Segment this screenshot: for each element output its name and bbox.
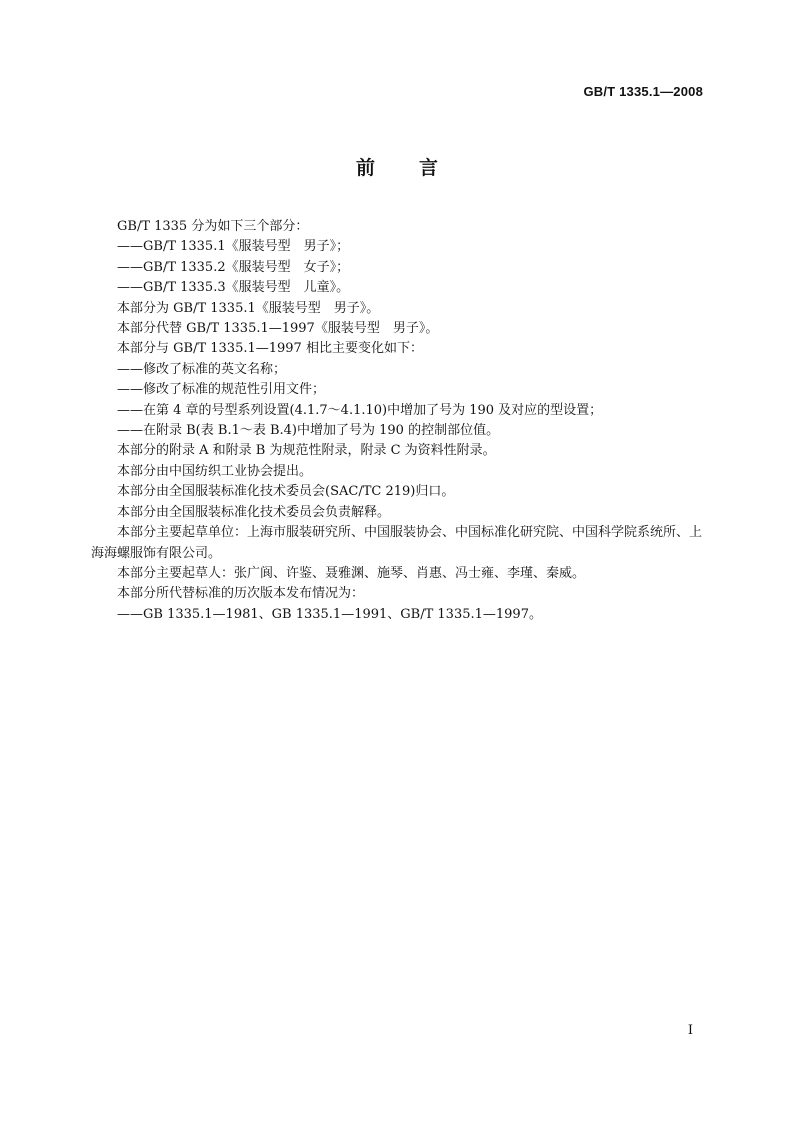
paragraph: ——GB/T 1335.3《服装号型 儿童》。 (117, 280, 350, 296)
paragraph: ——在附录 B(表 B.1～表 B.4)中增加了号为 190 的控制部位值。 (117, 423, 500, 439)
foreword-body (91, 217, 705, 625)
paragraph: ——在第 4 章的号型系列设置(4.1.7～4.1.10)中增加了号为 190 及对应的型设置； (117, 402, 603, 418)
paragraph: 本部分主要起草单位：上海市服装研究所、中国服装协会、中国标准化研究院、中国科学院系统所、上海海螺服饰有限公司。 (91, 525, 703, 561)
title-char-2: 言 (419, 157, 439, 179)
paragraph: 本部分与 GB/T 1335.1—1997 相比主要变化如下： (117, 341, 423, 357)
paragraph: GB/T 1335 分为如下三个部分： (117, 219, 309, 234)
paragraph: 本部分主要起草人：张广阆、许鉴、聂雅渊、施琴、肖惠、冯士雍、李瑾、秦威。 (117, 565, 586, 581)
page-number: I (687, 1023, 693, 1038)
paragraph: 本部分由全国服装标准化技术委员会(SAC/TC 219)归口。 (117, 484, 455, 500)
paragraph: 本部分所代替标准的历次版本发布情况为： (117, 586, 365, 602)
title-char-1: 前 (355, 157, 375, 179)
paragraph: ——GB/T 1335.2《服装号型 女子》； (117, 259, 350, 275)
paragraph: 本部分的附录 A 和附录 B 为规范性附录，附录 C 为资料性附录。 (117, 443, 496, 459)
paragraph: ——修改了标准的英文名称； (117, 361, 287, 377)
paragraph: 本部分代替 GB/T 1335.1—1997《服装号型 男子》。 (117, 321, 439, 337)
paragraph: 本部分由中国纺织工业协会提出。 (117, 463, 313, 479)
standard-code: GB/T 1335.1—2008 (583, 84, 703, 99)
paragraph: ——GB/T 1335.1《服装号型 男子》； (117, 239, 350, 255)
paragraph: 本部分由全国服装标准化技术委员会负责解释。 (117, 504, 391, 520)
paragraph: ——修改了标准的规范性引用文件； (117, 382, 326, 398)
paragraph: 本部分为 GB/T 1335.1《服装号型 男子》。 (117, 300, 380, 316)
paragraph: ——GB 1335.1—1981、GB 1335.1—1991、GB/T 1335.1—1997。 (117, 606, 542, 622)
page-title (0, 153, 794, 180)
